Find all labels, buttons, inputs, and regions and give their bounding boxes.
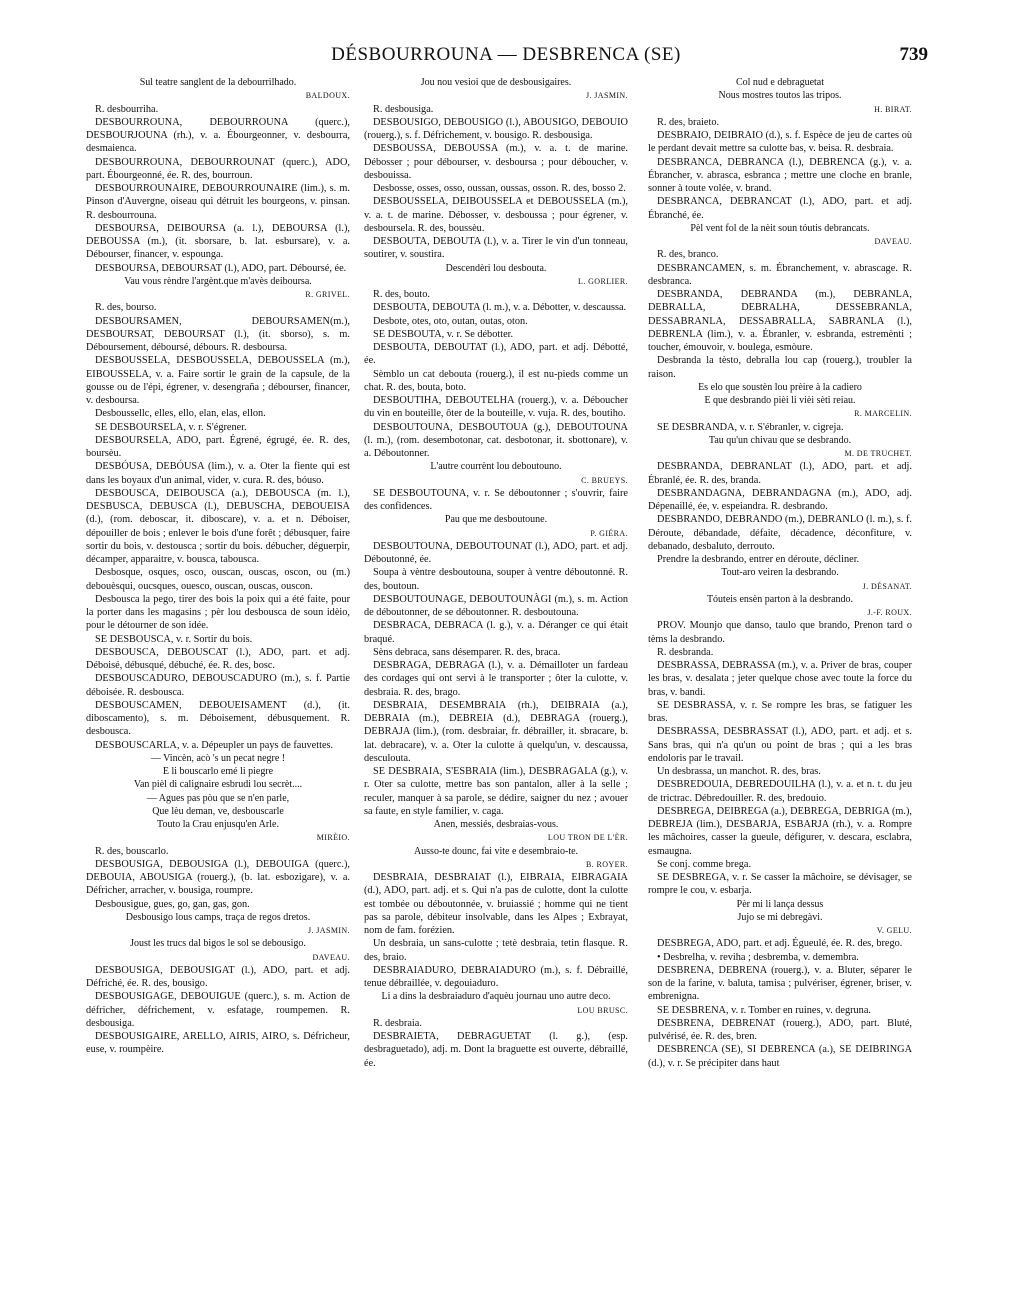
dictionary-entry: DESBOURSA, DEIBOURSA (a. l.), DEBOURSA (l.), DEBOUSSA (m.), (it. sborsare, b. lat. esbursare), v. a. Débourser, financer, v. espounga. (86, 222, 350, 261)
dictionary-entry: DESBRASSA, DESBRASSAT (l.), ADO, part. et adj. et s. Sans bras, qui n'a qu'un ou point de bras ; qui a les bras endoloris par le travail. (648, 726, 912, 764)
quotation-line: Sul teatre sanglent de la debourrilhado. (139, 77, 297, 88)
dictionary-entry: R. desbranda. (657, 646, 714, 658)
dictionary-entry: DESBRANDA, DEBRANDA (m.), DEBRANLA, DEBRALLA, DEBRALHA, DESSEBRANLA, DESSABRANLA, DESSABRALLA, SABRANLA (l.), DEBRENLA (lim.), v. a. Ébranler, v. esbranda, estremènti ; toucher, émouvoir, v. boulega, esmòure. (648, 289, 912, 353)
quotation-line: Pèr mi li lança dessus (736, 898, 824, 910)
dictionary-entry: DESBOUSCARLA, v. a. Dépeupler un pays de fauvettes. (95, 739, 334, 751)
dictionary-entry: DESBRENCA (SE), SI DEBRENCA (a.), SE DEIBRINGA (d.), v. r. Se précipiter dans haut (648, 1044, 912, 1069)
dictionary-entry: DESBOUTOUNA, DEBOUTOUNAT (l.), ADO, part. et adj. Déboutonné, ée. (364, 540, 628, 565)
quotation-line: Van pièl di calignaire esbrudi lou secrèt.... (133, 779, 303, 791)
quotation-line: Jou nou vesioi que de desbousigaires. (420, 77, 572, 88)
dictionary-entry: R. des, braieto. (657, 116, 720, 128)
dictionary-entry: DESBOUTOUNA, DESBOUTOUA (g.), DEBOUTOUNA (l. m.), (rom. desembotonar, cat. desbotonar, it. sbottonare), v. a. Déboutonner. (364, 421, 628, 459)
quotation-line: Desbousigo lous camps, traça de regos dretos. (125, 911, 311, 923)
dictionary-entry: DESBOURROUNAIRE, DEBOURROUNAIRE (lim.), s. m. Pinson d'Auvergne, oiseau qui détruit les bourgeons, v. pinsan. R. desbourrouna. (86, 183, 350, 221)
dictionary-entry: DESBOURROUNA, DEBOURROUNAT (querc.), ADO, part. Ébourgeonné, ée. R. des, bourroun. (86, 156, 350, 181)
dictionary-entry: Soupa à vèntre desboutouna, souper à ventre déboutonné. R. des, boutoun. (364, 567, 628, 592)
dictionary-entry: Un desbrassa, un manchot. R. des, bras. (657, 766, 821, 777)
dictionary-entry: DESBOUSIGAGE, DEBOUIGUE (querc.), s. m. Action de défricher, défrichement, v. esfatage, roumpemen. R. desbousiga. (86, 991, 350, 1029)
quotation-line: Ausso-te dounc, fai vite e desembraio-te. (413, 845, 579, 857)
quotation-line: Que lèu deman, ve, desbouscarle (152, 805, 284, 817)
dictionary-entry: DESBOUSSELA, DEIBOUSSELA et DEBOUSSELA (m.), v. a. t. de marine. Débosser, v. desboussa ; pour égrener, v. desboursela. R. des, boussèu. (364, 196, 628, 234)
dictionary-entry: DESBRASSA, DEBRASSA (m.), v. a. Priver de bras, couper les bras, v. desalata ; jeter quelque chose avec toute la force du bras, v. bandi. (648, 660, 912, 698)
citation-author: DAVEAU. (312, 952, 350, 962)
dictionary-entry: DESBOURSA, DEBOURSAT (l.), ADO, part. Déboursé, ée. (95, 262, 347, 274)
dictionary-entry: DESBÓUSA, DEBÓUSA (lim.), v. a. Oter la fiente qui est dans les boyaux d'un animal, vider, v. cura. R. des, bóuso. (86, 461, 350, 486)
quotation-line: Tóuteis ensèn parton à la desbrando. (706, 593, 854, 605)
dictionary-entry: SE DESBOUSCA, v. r. Sortir du bois. (95, 633, 253, 645)
citation-author: J. JASMIN. (585, 91, 628, 101)
quotation-line: Touto la Crau enjusqu'en Arle. (157, 819, 279, 830)
dictionary-entry: DESBOURROUNA, DEBOURROUNA (querc.), DESBOURJOUNA (rh.), v. a. Ébourgeonner, v. desbourra, desmaienca. (86, 116, 350, 155)
quotation-line: — Agues pas pòu que se n'en parle, (146, 792, 290, 804)
dictionary-entry: Desbote, otes, oto, outan, outas, oton. (373, 315, 528, 327)
dictionary-entry: DESBRAIA, DESBRAIAT (l.), EIBRAIA, EIBRAGAIA (d.), ADO, part. adj. et s. Qui n'a pas de culotte, dont la culotte est tombée ou déboutonnée, v. bruiassié ; homme qui ne tient pas sa parole, débiteur insolvable, dans les Alpes ; Exbrayat, nom de fam. forézien. (364, 872, 628, 936)
dictionary-entry: DESBOUSCADURO, DEBOUSCADURO (m.), s. f. Partie déboisée. R. desbousca. (86, 673, 350, 698)
quotation-line: — Vincèn, acò 's un pecat negre ! (150, 752, 286, 764)
column-middle (364, 76, 628, 1281)
dictionary-entry: R. des, branco. (657, 249, 719, 261)
dictionary-entry: DESBREGA, DEIBREGA (a.), DEBREGA, DEBRIGA (m.), DEBREJA (lim.), DESBARJA, ESBARJA (rh.), v. a. Rompre les mâchoires, casser la gueule, défigurer, v. descara, esclabra, esmaugna. (648, 805, 912, 857)
quotation-line: Descendèri lou desbouta. (445, 262, 547, 274)
citation-author: LOU TRON DE L'ÈR. (547, 833, 628, 843)
citation-author: V. GELU. (876, 926, 912, 935)
dictionary-entry: R. desbraia. (373, 1017, 422, 1029)
dictionary-entry: DESBOUSIGA, DEBOUSIGA (l.), DEBOUIGA (querc.), DEBOUIA, ABOUSIGA (rouerg.), (b. lat. esbozigare), v. a. Défricher, arracher, v. bousiga, roumpre. (86, 858, 350, 897)
dictionary-entry: SE DESBRASSA, v. r. Se rompre les bras, se fatiguer les bras. (648, 699, 912, 724)
citation-author: R. MARCELIN. (854, 409, 912, 419)
dictionary-entry: Desbosse, osses, osso, oussan, oussas, osson. R. des, bosso 2. (373, 183, 626, 194)
citation-author: MIRÈIO. (316, 833, 350, 843)
dictionary-entry: SE DESBREGA, v. r. Se casser la mâchoire, se dévisager, se rompre le cou, v. esbarja. (648, 872, 912, 897)
dictionary-entry: DESBRANCA, DEBRANCA (l.), DEBRENCA (g.), v. a. Ébrancher, v. abrasca, esbranca ; mettre une cloche en branle, sonner à toute volée, v. brand. (648, 156, 912, 194)
dictionary-entry: SE DESBRANDA, v. r. S'ébranler, v. cigreja. (657, 421, 844, 433)
citation-author: J. DÉSANAT. (862, 581, 912, 591)
dictionary-entry: Desbranda la tèsto, debralla lou cap (rouerg.), troubler la raison. (648, 355, 912, 380)
quotation-line: Pèl vent fol de la nèit soun tóutis debrancats. (690, 222, 870, 234)
dictionary-entry: DESBRENA, DEBRENA (rouerg.), v. a. Bluter, séparer le son de la farine, v. baluta, tamisa ; pulvériser, égrener, briser, v. embrenigna. (648, 964, 912, 1003)
dictionary-entry: Sèns debraca, sans désemparer. R. des, braca. (373, 646, 561, 658)
quotation-line: Col nud e debraguetat (735, 77, 825, 88)
dictionary-entry: DESBOUSIGA, DEBOUSIGAT (l.), ADO, part. et adj. Défriché, ée. R. des, bousigo. (86, 964, 350, 989)
dictionary-entry: Un desbraia, un sans-culotte ; tetè desbraia, tetin flasque. R. des, braio. (364, 938, 628, 963)
dictionary-entry: R. des, bouscarlo. (95, 845, 169, 857)
dictionary-entry: DESBRANDA, DEBRANLAT (l.), ADO, part. et adj. Ébranlé, ée. R. des, branda. (648, 461, 912, 486)
dictionary-entry: DESBOUTIHA, DEBOUTELHA (rouerg.), v. a. Déboucher du vin en bouteille, ôter de la bouteille, v. vuja. R. des, boutiho. (364, 395, 628, 420)
dictionary-entry: Prendre la desbrando, entrer en déroute, décliner. (657, 554, 860, 565)
dictionary-entry: SE DESBOURSELA, v. r. S'égrener. (95, 421, 247, 433)
column-right (648, 76, 912, 1281)
dictionary-entry: SE DESBRENA, v. r. Tomber en ruines, v. degruna. (657, 1004, 871, 1016)
dictionary-entry: DESBRANDAGNA, DEBRANDAGNA (m.), ADO, adj. Dépenaillé, ée, v. espeiandra. R. desbrando. (648, 487, 912, 512)
page-number: 739 (899, 44, 928, 65)
quotation-line: L'autre courrènt lou deboutouno. (430, 461, 562, 473)
citation-author: J. JASMIN. (307, 926, 350, 935)
dictionary-entry: DESBOUSCA, DEIBOUSCA (a.), DEBOUSCA (m. l.), DESBUSCA, DEBUSCA (l.), DEBUSCHA, DEBOUEISA (d.), (rom. deboscar, it. diboscare), v. a. et n. Déboiser, dépouiller de bois ; enlever le bois d'une forêt ; débusquer, faire sortir du bois, v. destousca ; sortir du bois. débucher, déguerpir, décamper, apparaitre, v. bousca, tabousca. (86, 487, 350, 565)
quotation-line: Tout-aro veiren la desbrando. (721, 567, 839, 579)
dictionary-entry: DESBREDOUIA, DEBREDOUILHA (l.), v. a. et n. t. du jeu de trictrac. Débredouiller. R. des, bredouio. (648, 779, 912, 804)
dictionary-entry: DESBOUSCA, DEBOUSCAT (l.), ADO, part. et adj. Déboisé, débusqué, débuché, ée. R. des, bosc. (86, 646, 350, 671)
running-head: DÉSBOURROUNA — DESBRENCA (SE) (331, 44, 681, 65)
dictionary-entry: R. desbousiga. (373, 103, 434, 115)
citation-author: DAVEAU. (874, 237, 912, 246)
quotation-line: Jujo se mi debregàvi. (737, 911, 823, 923)
quotation-line: Joust les trucs dal bigos le sol se debousigo. (130, 938, 306, 950)
dictionary-entry: R. des, bouto. (373, 289, 430, 300)
citation-author: H. BIRAT. (874, 104, 912, 114)
citation-author: B. ROYER. (585, 859, 628, 869)
dictionary-entry: DESBOURSAMEN, DEBOURSAMEN(m.), DESBOURSAT, DEBOURSAT (l.), (it. sborso), s. m. Déboursement, déboursé, débours. R. desboursa. (86, 315, 350, 353)
dictionary-entry: SE DESBOUTOUNA, v. r. Se déboutonner ; s'ouvrir, faire des confidences. (364, 487, 628, 512)
dictionary-entry: DESBOUTA, DEBOUTA (l.), v. a. Tirer le vin d'un tonneau, soutirer, v. soustira. (364, 236, 628, 261)
quotation-line: Es elo que soustèn lou prèire à la cadiero (698, 381, 862, 393)
dictionary-entry: DESBRENA, DEBRENAT (rouerg.), ADO, part. Bluté, pulvérisé, ée. R. des, bren. (648, 1017, 912, 1042)
dictionary-entry: DESBOUSIGAIRE, ARELLO, AIRIS, AIRO, s. Défricheur, euse, v. roumpèire. (86, 1031, 350, 1056)
dictionary-entry: SE DESBOUTA, v. r. Se débotter. (373, 328, 514, 340)
dictionary-entry: PROV. Mounjo que danso, taulo que brando, Prenon tard o tèms la desbrando. (648, 620, 912, 645)
dictionary-entry: DESBOUTA, DEBOUTAT (l.), ADO, part. et adj. Débotté, ée. (364, 342, 628, 367)
dictionary-entry: DESBRANCA, DEBRANCAT (l.), ADO, part. et adj. Ébranché, ée. (648, 196, 912, 221)
citation-author: J.-F. ROUX. (867, 608, 912, 617)
dictionary-entry: Sèmblo un cat debouta (rouerg.), il est nu-pieds comme un chat. R. des, bouta, boto. (364, 368, 628, 393)
dictionary-entry: Desbousca la pego, tirer des bois la poix qui a été faite, pour la porter dans les magasins ; pèr lou desbousca de soun idèio, pour le détourner de son idée. (86, 593, 350, 632)
dictionary-entry: SE DESBRAIA, S'ESBRAIA (lim.), DESBRAGALA (g.), v. r. Oter sa culotte, mettre bas son pantalon, aller à la selle ; reculer, manquer à sa parole, se dédire, saigner du nez ; avouer sa faute, en style familier, v. caga. (364, 766, 628, 817)
dictionary-entry: DESBRANCAMEN, s. m. Ébranchement, v. abrascage. R. desbranca. (648, 262, 912, 287)
column-left (86, 76, 350, 1281)
dictionary-entry: DESBOUSSA, DEBOUSSA (m.), v. a. t. de marine. Débosser ; pour débourser, v. desboursa ; pour déboucher, v. desbouissa. (364, 143, 628, 181)
citation-author: L. GORLIER. (578, 276, 628, 286)
quotation-line: Nous mostres toutos las tripos. (718, 90, 842, 102)
dictionary-entry: Se conj. comme brega. (657, 858, 752, 870)
citation-author: M. DE TRUCHET. (844, 449, 912, 458)
dictionary-entry: DESBRANDO, DEBRANDO (m.), DEBRANLO (l. m.), s. f. Déroute, débandade, défaite, décadence, déconfiture, v. debanado, desbaluto, derrouto. (648, 514, 912, 552)
quotation-line: E que desbrando pièi li vièi sèti reiau. (704, 395, 856, 406)
quotation-line: Tau qu'un chivau que se desbrando. (708, 434, 852, 446)
quotation-line: Li a dins la desbraiaduro d'aquèu journau uno autre deco. (381, 991, 611, 1003)
dictionary-entry: DESBRAIA, DESEMBRAIA (rh.), DEIBRAIA (a.), DEBRAIA (m.), DEBREIA (d.), DEBRAGA (rouerg.), DEBRAJA (lim.), (rom. desbraiar, fr. débrailler, it. sbracare, b. lat. debracare), v. a. Oter la culotte à quelqu'un, v. descaussa, desculouta. (364, 699, 628, 764)
dictionary-entry: DESBOUSCAMEN, DEBOUEISAMENT (d.), (it. diboscamento), s. m. Déboisement, débusquement. R. desbousca. (86, 699, 350, 738)
dictionary-entry: DESBRAIO, DEIBRAIO (d.), s. f. Espèce de jeu de cartes où le perdant devait mettre sa culotte bas, v. beisa. R. desbraia. (648, 130, 912, 155)
dictionary-entry: Desbousigue, gues, go, gan, gas, gon. (95, 898, 250, 910)
citation-author: LOU BRUSC. (577, 1005, 628, 1015)
page-header (84, 44, 928, 74)
citation-author: C. BRUEYS. (581, 475, 628, 485)
dictionary-entry: DESBRACA, DEBRACA (l. g.), v. a. Déranger ce qui était braqué. (364, 620, 628, 645)
dictionary-entry: DESBRAIETA, DEBRAGUETAT (l. g.), (esp. desbraguetado), adj. m. Dont la braguette est ouverte, débraillé, ée. (364, 1031, 628, 1069)
dictionary-entry: DESBOUTA, DEBOUTA (l. m.), v. a. Débotter, v. descaussa. (373, 302, 627, 314)
dictionary-entry: • Desbrelha, v. reviha ; desbremba, v. demembra. (657, 951, 859, 963)
dictionary-entry: DESBOUTOUNAGE, DEBOUTOUNÀGI (m.), s. m. Action de déboutonner, de se déboutonner. R. desboutouna. (364, 593, 628, 618)
citation-author: P. GIÉRA. (590, 528, 628, 538)
quotation-line: Pau que me desboutoune. (444, 514, 548, 526)
dictionary-entry: R. des, bourso. (95, 302, 157, 314)
dictionary-entry: Desboussellc, elles, ello, elan, elas, ellon. (95, 408, 266, 420)
dictionary-entry: Desbosque, osques, osco, ouscan, ouscas, oscon, ou (m.) debouèsqui, oucsques, ouesco, ouscan, ouscas, ouscon. (86, 567, 350, 592)
dictionary-entry: DESBOURSELA, ADO, part. Égrené, égrugé, ée. R. des, boursèu. (86, 434, 350, 459)
dictionary-entry: DESBOUSSELA, DESBOUSSELA, DEBOUSSELA (m.), EIBOUSSELA, v. a. Faire sortir le grain de la capsule, de la gousse ou de l'épi, égrener, v. desengraña ; débourser, financer, v. desboursa. (86, 355, 350, 406)
citation-author: BALDOUX. (305, 91, 350, 101)
dictionary-entry: DESBOUSIGO, DEBOUSIGO (l.), ABOUSIGO, DEBOUIO (rouerg.), s. f. Défrichement, v. bousigo. R. desbousiga. (364, 116, 628, 141)
quotation-line: E li bouscarlo emé li piegre (162, 766, 274, 777)
dictionary-entry: DESBRAIADURO, DEBRAIADURO (m.), s. f. Débraillé, tenue débraillée, v. degouiaduro. (364, 964, 628, 989)
quotation-line: Anen, messiés, desbraias-vous. (433, 819, 559, 830)
dictionary-entry: R. desbourriha. (95, 103, 159, 115)
quotation-line: Vau vous rèndre l'argènt.que m'avès deiboursa. (124, 275, 312, 287)
dictionary-entry: DESBREGA, ADO, part. et adj. Égueulé, ée. R. des, brego. (657, 938, 903, 950)
dictionary-entry: DESBRAGA, DEBRAGA (l.), v. a. Démailloter un fardeau des cordages qui ont servi à le transporter ; ôter la culotte, v. desbraia. R. des, brago. (364, 660, 628, 698)
citation-author: R. GRIVEL. (305, 290, 350, 299)
